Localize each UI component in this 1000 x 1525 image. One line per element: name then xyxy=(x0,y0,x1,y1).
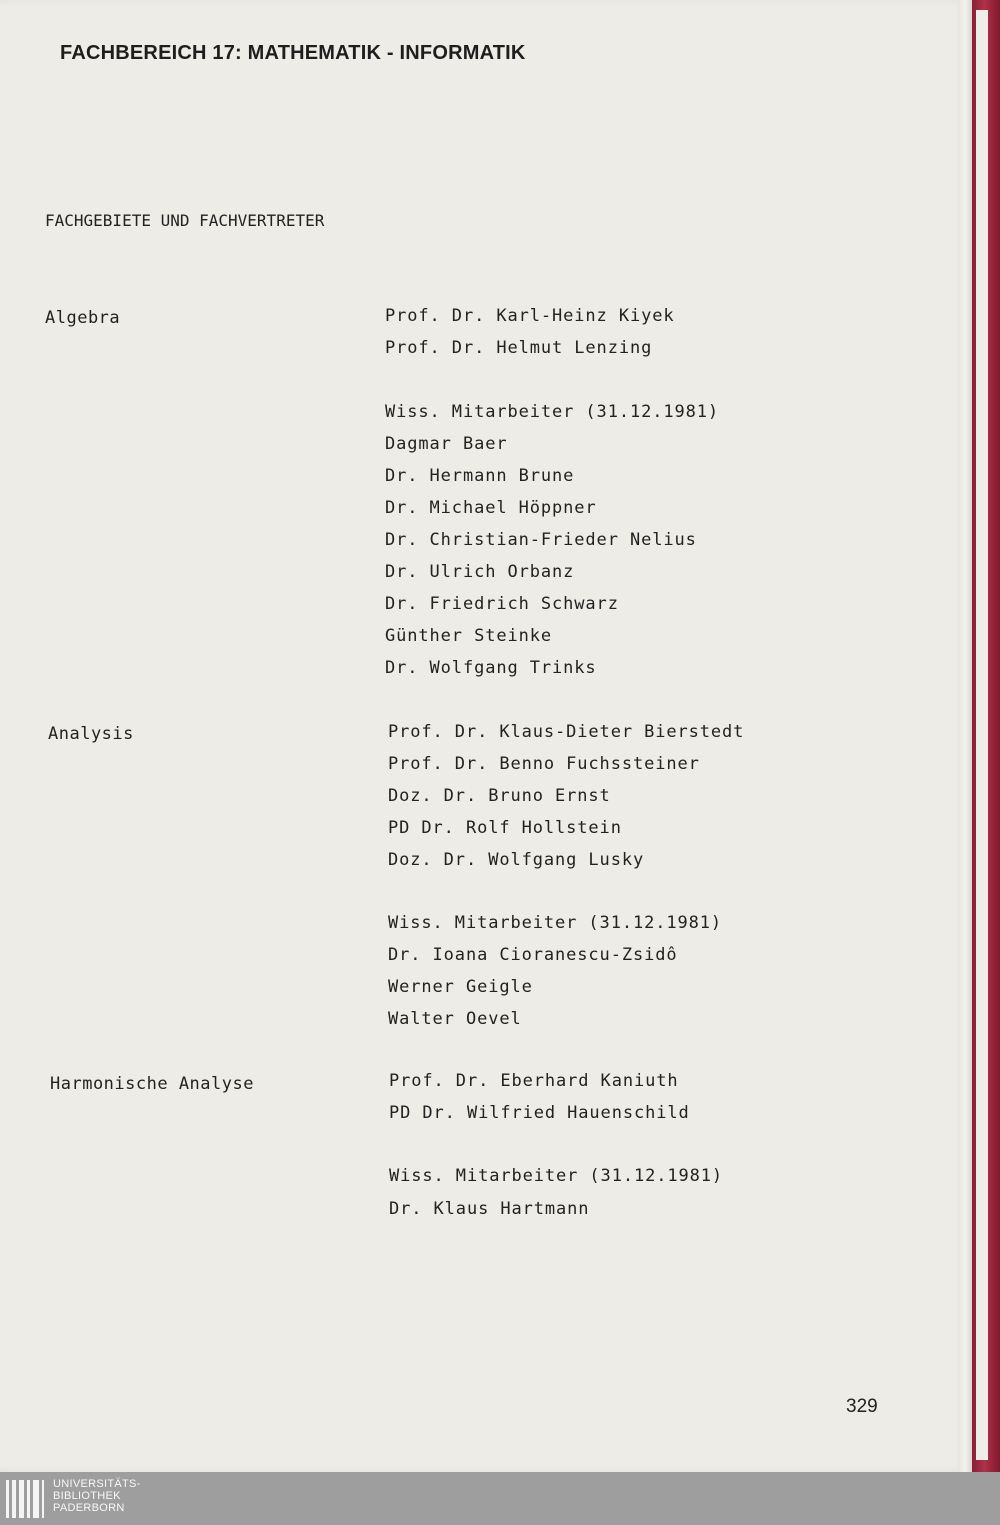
area-label-algebra: Algebra xyxy=(45,308,121,328)
staff-line: Dr. Ioana Cioranescu-Zsidô xyxy=(388,945,678,965)
staff-line: Prof. Dr. Klaus-Dieter Bierstedt xyxy=(388,722,745,742)
library-name-line: BIBLIOTHEK xyxy=(53,1490,121,1502)
area-label-harmonische-analyse: Harmonische Analyse xyxy=(50,1074,254,1094)
library-name-line: UNIVERSITÄTS- xyxy=(53,1478,141,1490)
staff-line: Günther Steinke xyxy=(385,626,553,646)
staff-line: PD Dr. Wilfried Hauenschild xyxy=(389,1103,690,1123)
staff-line: Walter Oevel xyxy=(388,1009,522,1029)
staff-line: Doz. Dr. Wolfgang Lusky xyxy=(388,850,645,870)
page-number: 329 xyxy=(846,1396,878,1417)
staff-group-heading: Wiss. Mitarbeiter (31.12.1981) xyxy=(385,402,720,422)
library-footer xyxy=(0,1472,1000,1525)
staff-line: Dr. Ulrich Orbanz xyxy=(385,562,575,582)
staff-line: Prof. Dr. Karl-Heinz Kiyek xyxy=(385,306,675,326)
staff-line: Prof. Dr. Eberhard Kaniuth xyxy=(389,1071,679,1091)
staff-line: Dr. Wolfgang Trinks xyxy=(385,658,597,678)
staff-line: Doz. Dr. Bruno Ernst xyxy=(388,786,611,806)
staff-line: Prof. Dr. Benno Fuchssteiner xyxy=(388,754,700,774)
section-subheading: FACHGEBIETE UND FACHVERTRETER xyxy=(45,211,325,230)
page-edge xyxy=(958,0,972,1472)
staff-line: Prof. Dr. Helmut Lenzing xyxy=(385,338,653,358)
book-cover-inner xyxy=(976,10,988,1460)
page-heading: FACHBEREICH 17: MATHEMATIK - INFORMATIK xyxy=(60,42,526,64)
staff-line: PD Dr. Rolf Hollstein xyxy=(388,818,622,838)
library-name xyxy=(53,1478,141,1514)
university-library-logo-icon xyxy=(6,1480,46,1518)
library-name-line: PADERBORN xyxy=(53,1502,125,1514)
staff-line: Dagmar Baer xyxy=(385,434,508,454)
staff-line: Dr. Christian-Frieder Nelius xyxy=(385,530,697,550)
staff-group-heading: Wiss. Mitarbeiter (31.12.1981) xyxy=(388,913,723,933)
staff-line: Dr. Michael Höppner xyxy=(385,498,597,518)
staff-group-heading: Wiss. Mitarbeiter (31.12.1981) xyxy=(389,1166,724,1186)
staff-line: Dr. Klaus Hartmann xyxy=(389,1199,590,1219)
staff-line: Dr. Hermann Brune xyxy=(385,466,575,486)
staff-line: Dr. Friedrich Schwarz xyxy=(385,594,619,614)
staff-line: Werner Geigle xyxy=(388,977,533,997)
area-label-analysis: Analysis xyxy=(48,724,134,744)
